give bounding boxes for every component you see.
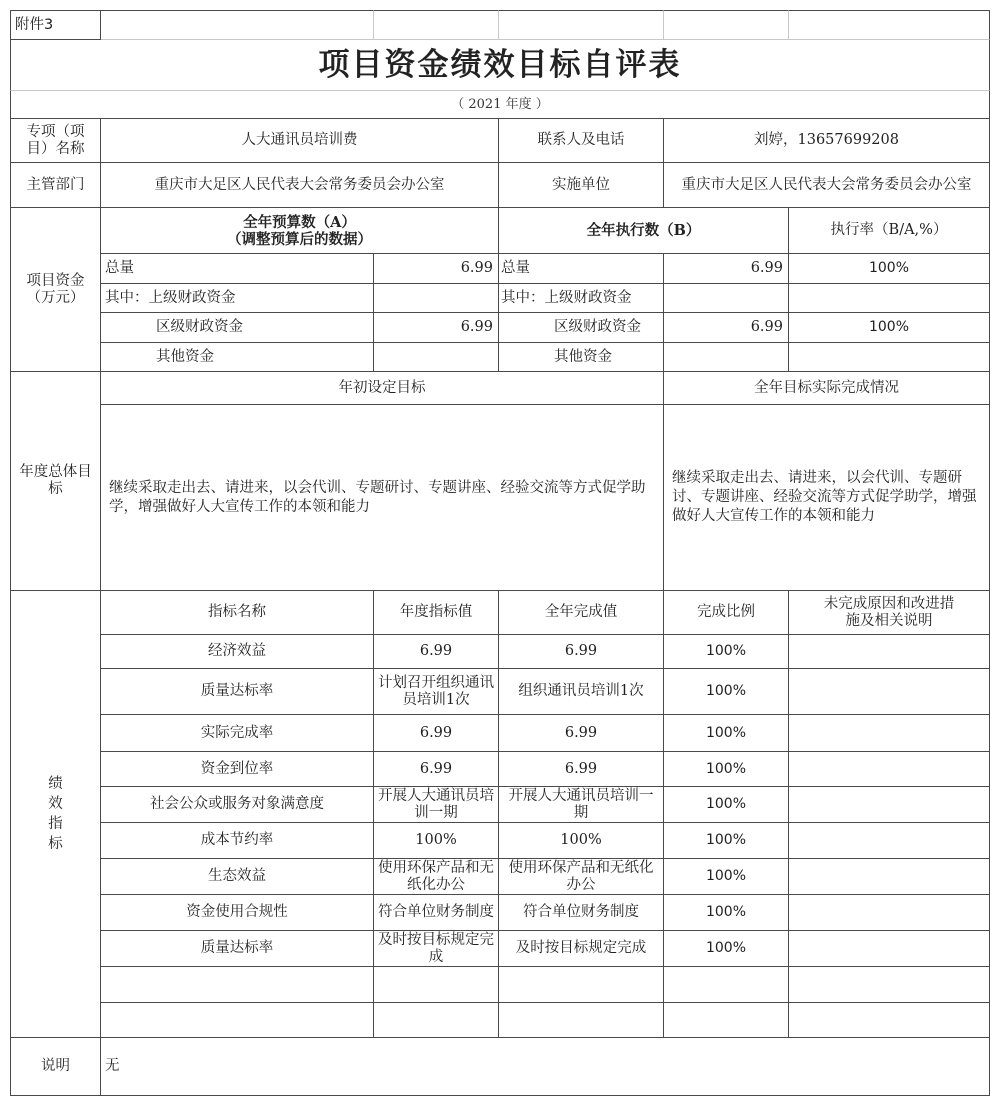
indicator-actual-text: 6.99: [564, 760, 598, 777]
indicator-target-text: 符合单位财务制度: [378, 904, 494, 920]
contact-value: [664, 119, 990, 163]
indicator-target-cell: [374, 931, 499, 967]
indicator-ratio-text: 100%: [705, 904, 747, 920]
indicator-name-text: 质量达标率: [200, 940, 274, 956]
indicator-target-cell: [374, 715, 499, 752]
exec-header: [499, 208, 789, 254]
indicator-ratio-text: 100%: [705, 643, 747, 659]
actual-goal-header-text: 全年目标实际完成情况: [754, 379, 899, 396]
indicator-actual-cell: [499, 967, 664, 1003]
funds-row-exec-text: 6.99: [750, 319, 783, 335]
funds-row-exec-label: [499, 343, 664, 372]
indicator-ratio-text: 100%: [705, 940, 747, 956]
indicator-ratio-cell: [664, 967, 789, 1003]
indicator-name-cell: [101, 859, 374, 895]
indicator-ratio-cell: [664, 635, 789, 669]
goals-section-label: [10, 372, 101, 591]
indicator-target-text: 使用环保产品和无纸化办公: [378, 859, 494, 893]
form-title: [10, 40, 990, 90]
form-title-text: 项目资金绩效目标自评表: [318, 46, 682, 83]
funds-row-exec: [664, 284, 789, 313]
indicator-name-cell: [101, 823, 374, 859]
indicator-target-cell: [374, 1003, 499, 1038]
indicators-section-label-text: 绩效指标: [48, 776, 63, 852]
indicator-actual-text: 使用环保产品和无纸化办公: [508, 859, 654, 893]
indicator-target-cell: [374, 787, 499, 823]
goals-section-label-text: 年度总体目标: [19, 464, 92, 497]
indicator-reason-header: [789, 591, 990, 635]
funds-row-label: [101, 284, 374, 313]
blank-cell: [374, 10, 499, 40]
indicator-name-cell: [101, 752, 374, 787]
initial-goal-header-text: 年初设定目标: [338, 379, 426, 396]
indicator-ratio-text: 100%: [705, 832, 747, 848]
indicator-actual-cell: [499, 669, 664, 715]
funds-row-exec-label-text: 区级财政资金: [554, 319, 641, 335]
project-name-label-text: 专项（项目）名称: [26, 123, 85, 157]
budget-header: [101, 208, 499, 254]
funds-row-exec: [664, 343, 789, 372]
indicator-ratio-text: 100%: [705, 796, 747, 812]
indicator-actual-cell: [499, 715, 664, 752]
indicator-ratio-cell: [664, 787, 789, 823]
indicator-reason-cell: [789, 1003, 990, 1038]
blank-cell: [499, 10, 664, 40]
indicator-name-text: 资金使用合规性: [186, 904, 288, 920]
indicator-reason-cell: [789, 752, 990, 787]
indicator-reason-cell: [789, 859, 990, 895]
indicator-target-cell: [374, 967, 499, 1003]
indicator-ratio-cell: [664, 823, 789, 859]
indicator-name-header: [101, 591, 374, 635]
actual-goal-header: [664, 372, 990, 405]
indicator-target-text: 6.99: [419, 643, 453, 659]
indicator-actual-text: 100%: [560, 832, 602, 848]
funds-row-label-text: 总量: [105, 260, 134, 276]
indicator-actual-cell: [499, 1003, 664, 1038]
indicator-name-text: 实际完成率: [200, 724, 274, 741]
indicator-name-cell: [101, 931, 374, 967]
project-name-label: [10, 119, 101, 163]
indicator-reason-cell: [789, 715, 990, 752]
indicator-actual-header: [499, 591, 664, 635]
indicator-actual-cell: [499, 859, 664, 895]
funds-row-budget: [374, 313, 499, 343]
funds-row-budget-text: 6.99: [460, 319, 493, 335]
blank-cell: [101, 10, 374, 40]
indicator-reason-cell: [789, 669, 990, 715]
notes-value-text: 无: [105, 1058, 120, 1074]
indicator-target-text: 计划召开组织通讯员培训1次: [378, 674, 494, 708]
indicator-ratio-cell: [664, 1003, 789, 1038]
funds-row-exec-text: 6.99: [750, 260, 783, 276]
notes-value: [101, 1038, 990, 1096]
indicator-ratio-cell: [664, 931, 789, 967]
funds-row-exec-label-text: 其他资金: [554, 348, 612, 365]
indicator-actual-text: 开展人大通讯员培训一期: [508, 787, 654, 821]
funds-row-label-text: 其中：上级财政资金: [105, 289, 236, 306]
indicator-ratio-cell: [664, 669, 789, 715]
indicator-reason-header-text: 未完成原因和改进措施及相关说明: [823, 595, 955, 629]
indicator-target-text: 6.99: [419, 724, 453, 741]
indicator-ratio-text: 100%: [705, 868, 747, 884]
funds-row-budget: [374, 284, 499, 313]
funds-row-budget: [374, 343, 499, 372]
budget-header-text: 全年预算数（A） （调整预算后的数据）: [227, 213, 372, 248]
exec-header-text: 全年执行数（B）: [586, 222, 701, 239]
blank-cell: [789, 10, 990, 40]
funds-row-label-text: 区级财政资金: [156, 319, 243, 335]
funds-row-exec-label-text: 其中：上级财政资金: [501, 289, 632, 306]
indicator-target-text: 100%: [415, 832, 457, 848]
indicator-name-cell: [101, 715, 374, 752]
funds-row-label: [101, 313, 374, 343]
funds-row-budget: [374, 254, 499, 284]
indicator-target-cell: [374, 669, 499, 715]
indicator-name-text: 质量达标率: [200, 683, 274, 699]
indicator-name-text: 生态效益: [208, 868, 266, 884]
notes-label: [10, 1038, 101, 1096]
indicator-target-header: [374, 591, 499, 635]
indicator-reason-cell: [789, 895, 990, 931]
indicator-ratio-text: 100%: [705, 760, 747, 777]
indicator-target-header-text: 年度指标值: [399, 604, 473, 620]
indicator-reason-cell: [789, 967, 990, 1003]
funds-row-label: [101, 254, 374, 284]
indicator-actual-cell: [499, 931, 664, 967]
indicator-target-cell: [374, 859, 499, 895]
indicator-actual-text: 及时按目标规定完成: [515, 940, 647, 956]
indicator-name-cell: [101, 635, 374, 669]
indicator-name-cell: [101, 787, 374, 823]
indicator-reason-cell: [789, 931, 990, 967]
funds-row-exec-label: [499, 284, 664, 313]
funds-row-rate: [789, 284, 990, 313]
indicator-actual-text: 6.99: [564, 643, 598, 659]
funds-row-exec-label: [499, 313, 664, 343]
indicator-ratio-text: 100%: [705, 724, 747, 741]
indicator-actual-cell: [499, 895, 664, 931]
unit-value-text: 重庆市大足区人民代表大会常务委员会办公室: [681, 176, 972, 193]
indicator-name-text: 成本节约率: [200, 832, 274, 848]
indicator-target-cell: [374, 895, 499, 931]
dept-label: [10, 163, 101, 208]
indicator-ratio-cell: [664, 859, 789, 895]
indicator-actual-cell: [499, 635, 664, 669]
funds-section-label: [10, 208, 101, 372]
funds-section-label-text: 项目资金（万元）: [26, 272, 85, 306]
dept-label-text: 主管部门: [26, 176, 85, 193]
indicator-ratio-cell: [664, 715, 789, 752]
funds-row-label: [101, 343, 374, 372]
indicator-actual-cell: [499, 752, 664, 787]
initial-goal-text-content: 继续采取走出去、请进来，以会代训、专题研讨、专题讲座、经验交流等方式促学助学，增强做好人大宣传工作的本领和能力: [109, 479, 646, 515]
indicator-reason-cell: [789, 823, 990, 859]
funds-row-rate-text: 100%: [868, 260, 910, 276]
actual-goal-text-content: 继续采取走出去、请进来，以会代训、专题研讨、专题讲座、经验交流等方式促学助学，增强做好人大宣传工作的本领和能力: [672, 470, 977, 524]
contact-label-text: 联系人及电话: [537, 132, 625, 148]
indicator-target-text: 开展人大通讯员培训一期: [378, 787, 494, 821]
indicator-target-text: 6.99: [419, 760, 453, 777]
project-name-value: [101, 119, 499, 163]
blank-cell: [664, 10, 789, 40]
indicator-target-text: 及时按目标规定完成: [378, 931, 494, 965]
indicator-name-header-text: 指标名称: [208, 604, 266, 620]
indicator-actual-text: 6.99: [564, 724, 598, 741]
unit-label: [499, 163, 664, 208]
indicator-target-cell: [374, 752, 499, 787]
form-year: [10, 90, 990, 119]
indicators-section-label: [10, 591, 101, 1038]
funds-row-exec: [664, 254, 789, 284]
indicator-ratio-header-text: 完成比例: [697, 604, 755, 620]
attachment-label: [10, 10, 101, 40]
indicator-reason-cell: [789, 635, 990, 669]
funds-row-exec: [664, 313, 789, 343]
indicator-actual-header-text: 全年完成值: [544, 604, 618, 620]
unit-label-text: 实施单位: [552, 176, 610, 193]
project-name-value-text: 人大通讯员培训费: [241, 132, 358, 148]
form-year-text: （ 2021 年度 ）: [451, 97, 549, 112]
indicator-name-cell: [101, 1003, 374, 1038]
indicator-name-text: 资金到位率: [200, 760, 274, 777]
indicator-reason-cell: [789, 787, 990, 823]
dept-value: [101, 163, 499, 208]
actual-goal-text: [664, 405, 990, 591]
indicator-name-cell: [101, 669, 374, 715]
funds-row-rate: [789, 313, 990, 343]
rate-header: [789, 208, 990, 254]
indicator-name-cell: [101, 895, 374, 931]
funds-row-rate-text: 100%: [868, 319, 910, 335]
indicator-name-cell: [101, 967, 374, 1003]
attachment-label-text: 附件3: [15, 16, 54, 33]
funds-row-exec-label-text: 总量: [501, 260, 530, 276]
funds-row-rate: [789, 254, 990, 284]
funds-row-exec-label: [499, 254, 664, 284]
indicator-ratio-cell: [664, 895, 789, 931]
indicator-ratio-header: [664, 591, 789, 635]
initial-goal-text: [101, 405, 664, 591]
rate-header-text: 执行率（B/A,%）: [830, 222, 948, 238]
indicator-actual-cell: [499, 787, 664, 823]
indicator-name-text: 经济效益: [208, 643, 266, 659]
indicator-ratio-text: 100%: [705, 683, 747, 699]
contact-label: [499, 119, 664, 163]
initial-goal-header: [101, 372, 664, 405]
indicator-actual-cell: [499, 823, 664, 859]
dept-value-text: 重庆市大足区人民代表大会常务委员会办公室: [154, 176, 445, 193]
funds-row-rate: [789, 343, 990, 372]
indicator-ratio-cell: [664, 752, 789, 787]
notes-label-text: 说明: [41, 1058, 70, 1074]
indicator-target-cell: [374, 635, 499, 669]
unit-value: [664, 163, 990, 208]
indicator-name-text: 社会公众或服务对象满意度: [150, 796, 324, 812]
indicator-actual-text: 组织通讯员培训1次: [518, 683, 644, 699]
funds-row-budget-text: 6.99: [460, 260, 493, 276]
contact-value-text: 刘婷，13657699208: [754, 132, 899, 148]
indicator-actual-text: 符合单位财务制度: [523, 904, 639, 920]
funds-row-label-text: 其他资金: [156, 348, 214, 365]
indicator-target-cell: [374, 823, 499, 859]
